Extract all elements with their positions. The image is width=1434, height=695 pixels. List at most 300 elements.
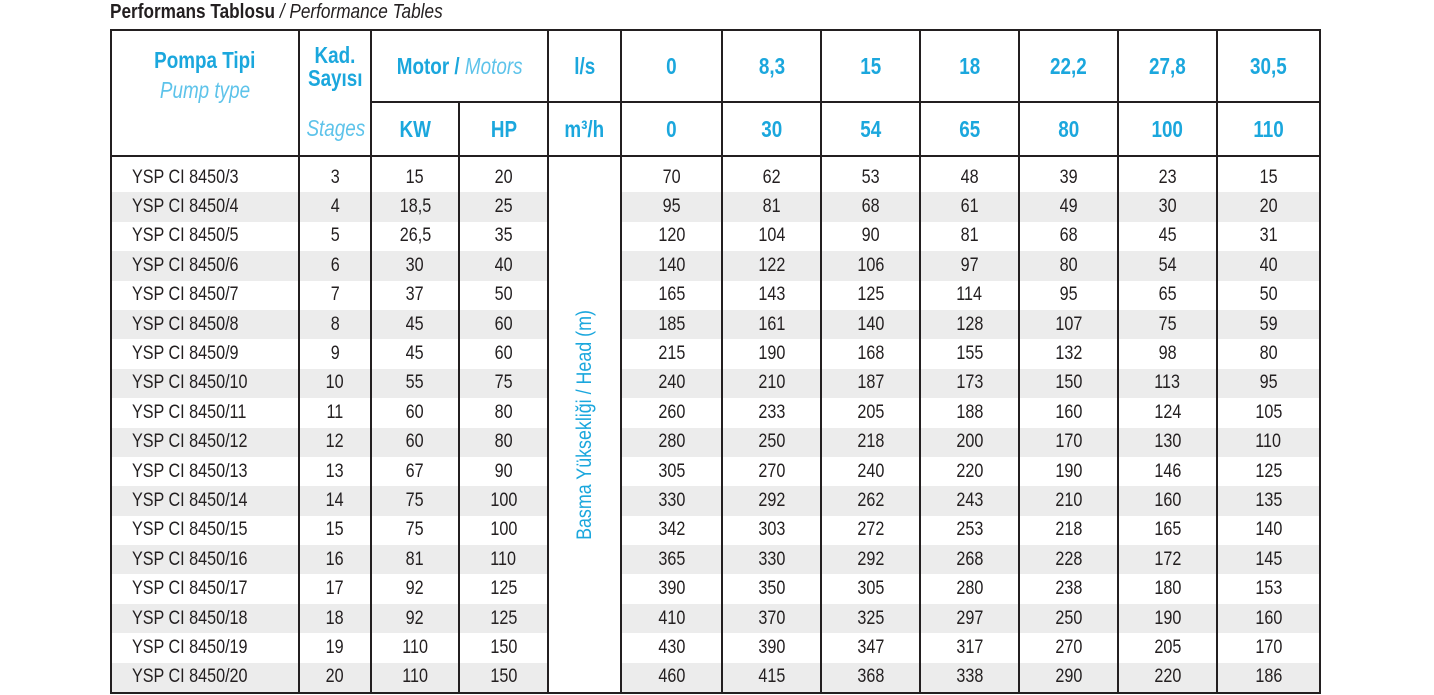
- head-value-cell: [621, 663, 722, 693]
- head-value-cell: [621, 222, 722, 251]
- head-value-cell: [920, 633, 1019, 662]
- flow-ls-value: 27,8: [1149, 52, 1186, 79]
- head-value-cell-value: 53: [861, 166, 880, 188]
- table-row: [111, 281, 1320, 310]
- model-cell: [111, 281, 299, 310]
- head-value-cell: [1217, 339, 1320, 368]
- head-value-cell: [621, 486, 722, 515]
- head-value-cell: [821, 156, 920, 192]
- head-value-cell: [722, 545, 821, 574]
- kw-cell-value: 45: [406, 343, 424, 365]
- stages-cell: [299, 516, 371, 545]
- head-value-cell-value: 161: [758, 313, 785, 335]
- model-cell: [111, 574, 299, 603]
- head-value-cell: [1118, 486, 1217, 515]
- head-value-cell: [621, 192, 722, 221]
- model-cell: [111, 192, 299, 221]
- hp-cell: [459, 457, 548, 486]
- hp-cell-value: 100: [490, 489, 517, 511]
- head-label-cell: [548, 156, 621, 693]
- model-cell: [111, 251, 299, 280]
- head-value-cell: [1118, 369, 1217, 398]
- table-row: [111, 486, 1320, 515]
- table-row: [111, 156, 1320, 192]
- head-value-cell-value: 280: [956, 578, 983, 600]
- stages-cell-value: 18: [326, 607, 344, 629]
- head-value-cell-value: 250: [1055, 607, 1082, 629]
- kw-cell: [371, 192, 459, 221]
- head-value-cell: [920, 457, 1019, 486]
- head-value-cell: [1019, 457, 1118, 486]
- flow-m3h-value: 54: [860, 115, 881, 142]
- head-value-cell-value: 75: [1158, 313, 1177, 335]
- hp-cell-value: 90: [494, 460, 513, 482]
- head-value-cell-value: 160: [1255, 607, 1282, 629]
- head-value-cell: [1118, 310, 1217, 339]
- hp-cell: [459, 222, 548, 251]
- hp-header: [459, 102, 548, 156]
- head-value-cell-value: 95: [662, 196, 681, 218]
- head-value-cell: [1217, 369, 1320, 398]
- hp-cell: [459, 192, 548, 221]
- flow-ls-0: [621, 30, 722, 102]
- head-value-cell: [920, 545, 1019, 574]
- head-value-cell: [1217, 156, 1320, 192]
- head-value-cell: [821, 457, 920, 486]
- head-value-cell-value: 210: [758, 372, 785, 394]
- head-value-cell-value: 68: [861, 196, 880, 218]
- head-value-cell-value: 104: [758, 225, 785, 247]
- head-value-cell-value: 350: [758, 578, 785, 600]
- hp-cell: [459, 663, 548, 693]
- head-value-cell: [722, 486, 821, 515]
- head-value-cell-value: 330: [658, 489, 685, 511]
- stages-cell-value: 19: [326, 636, 344, 658]
- head-value-cell-value: 170: [1255, 636, 1282, 658]
- flow-m3h-3: [920, 102, 1019, 156]
- kw-cell-value: 37: [406, 284, 424, 306]
- kw-cell: [371, 516, 459, 545]
- stages-cell-value: 16: [326, 548, 344, 570]
- hp-cell: [459, 604, 548, 633]
- head-value-cell: [920, 486, 1019, 515]
- head-value-cell: [1118, 398, 1217, 427]
- flow-ls-3: [920, 30, 1019, 102]
- stages-cell: [299, 428, 371, 457]
- model-cell-value: YSP CI 8450/19: [132, 636, 248, 658]
- table-row: [111, 516, 1320, 545]
- head-value-cell: [821, 545, 920, 574]
- stages-cell-value: 14: [326, 489, 344, 511]
- head-value-cell-value: 107: [1055, 313, 1082, 335]
- head-value-cell: [821, 663, 920, 693]
- head-value-cell: [821, 574, 920, 603]
- flow-m3h-1: [722, 102, 821, 156]
- flow-ls-6: [1217, 30, 1320, 102]
- hp-cell-value: 20: [494, 166, 513, 188]
- head-value-cell-value: 59: [1259, 313, 1278, 335]
- model-cell: [111, 663, 299, 693]
- head-value-cell-value: 62: [762, 166, 781, 188]
- head-value-cell: [821, 281, 920, 310]
- title-separator: /: [275, 1, 290, 23]
- head-value-cell: [920, 339, 1019, 368]
- head-value-cell-value: 90: [861, 225, 880, 247]
- head-value-cell-value: 205: [857, 401, 884, 423]
- head-value-cell: [1217, 663, 1320, 693]
- head-value-cell: [722, 339, 821, 368]
- head-value-cell: [920, 310, 1019, 339]
- hp-cell: [459, 545, 548, 574]
- kw-cell-value: 110: [402, 666, 428, 688]
- head-value-cell: [1217, 281, 1320, 310]
- head-value-cell-value: 150: [1055, 372, 1082, 394]
- kw-cell-value: 30: [406, 254, 424, 276]
- model-cell: [111, 156, 299, 192]
- head-value-cell-value: 105: [1255, 401, 1282, 423]
- flow-m3h-value: 110: [1253, 115, 1284, 142]
- head-value-cell: [1019, 574, 1118, 603]
- head-value-cell: [1118, 251, 1217, 280]
- model-cell-value: YSP CI 8450/8: [132, 313, 239, 335]
- model-cell-value: YSP CI 8450/3: [132, 166, 239, 188]
- flow-m3h-4: [1019, 102, 1118, 156]
- hp-text: HP: [490, 115, 517, 142]
- hp-cell-value: 150: [490, 636, 517, 658]
- stages-en-text: Stages: [306, 115, 366, 141]
- stages-cell: [299, 604, 371, 633]
- table-row: [111, 369, 1320, 398]
- head-value-cell-value: 49: [1059, 196, 1078, 218]
- head-value-cell-value: 220: [1154, 666, 1181, 688]
- kw-cell: [371, 457, 459, 486]
- table-row: [111, 663, 1320, 693]
- head-value-cell-value: 185: [658, 313, 685, 335]
- model-cell: [111, 516, 299, 545]
- head-value-cell-value: 48: [960, 166, 979, 188]
- head-value-cell: [1217, 545, 1320, 574]
- head-value-cell: [722, 251, 821, 280]
- flow-m3h-value: 80: [1058, 115, 1079, 142]
- head-value-cell: [920, 663, 1019, 693]
- head-value-cell: [722, 156, 821, 192]
- flow-ls-unit: [548, 30, 621, 102]
- table-row: [111, 633, 1320, 662]
- stages-tr-line1: Kad.: [314, 42, 356, 68]
- head-value-cell-value: 81: [960, 225, 979, 247]
- table-header: [111, 30, 1320, 156]
- model-cell: [111, 457, 299, 486]
- head-value-cell-value: 140: [1255, 519, 1282, 541]
- model-cell-value: YSP CI 8450/17: [132, 578, 248, 600]
- head-value-cell-value: 172: [1154, 548, 1181, 570]
- head-value-cell: [722, 663, 821, 693]
- model-cell: [111, 369, 299, 398]
- head-value-cell: [722, 457, 821, 486]
- head-value-cell-value: 262: [857, 489, 884, 511]
- hp-cell-value: 60: [494, 343, 513, 365]
- stages-cell-value: 20: [326, 666, 344, 688]
- stages-cell-value: 4: [330, 196, 340, 218]
- head-value-cell-value: 272: [857, 519, 884, 541]
- hp-cell-value: 100: [490, 519, 517, 541]
- head-value-cell: [920, 156, 1019, 192]
- head-value-cell-value: 145: [1255, 548, 1282, 570]
- model-cell-value: YSP CI 8450/12: [132, 431, 248, 453]
- head-value-cell-value: 153: [1255, 578, 1282, 600]
- flow-ls-value: 30,5: [1250, 52, 1287, 79]
- model-cell-value: YSP CI 8450/14: [132, 489, 248, 511]
- head-value-cell: [821, 192, 920, 221]
- head-value-cell-value: 268: [956, 548, 983, 570]
- head-value-cell-value: 218: [1055, 519, 1082, 541]
- head-value-cell-value: 40: [1259, 254, 1278, 276]
- kw-cell: [371, 251, 459, 280]
- head-value-cell: [621, 545, 722, 574]
- stages-cell: [299, 663, 371, 693]
- head-value-cell-value: 297: [956, 607, 983, 629]
- head-value-cell-value: 200: [956, 431, 983, 453]
- model-cell-value: YSP CI 8450/7: [132, 284, 239, 306]
- head-value-cell-value: 45: [1158, 225, 1177, 247]
- hp-cell-value: 75: [494, 372, 513, 394]
- flow-ls-value: 18: [959, 52, 980, 79]
- head-value-cell-value: 20: [1259, 196, 1278, 218]
- head-value-cell: [1019, 604, 1118, 633]
- stages-cell-value: 8: [330, 313, 340, 335]
- head-value-cell-value: 120: [658, 225, 685, 247]
- head-value-cell: [920, 192, 1019, 221]
- hp-cell-value: 50: [494, 284, 513, 306]
- table-body: [111, 156, 1320, 693]
- kw-cell-value: 55: [406, 372, 424, 394]
- head-value-cell: [621, 398, 722, 427]
- head-value-cell: [722, 516, 821, 545]
- head-value-cell: [722, 310, 821, 339]
- head-value-cell: [1019, 663, 1118, 693]
- table-row: [111, 339, 1320, 368]
- head-value-cell: [1019, 428, 1118, 457]
- head-value-cell-value: 23: [1158, 166, 1177, 188]
- head-value-cell: [1217, 457, 1320, 486]
- head-value-cell-value: 165: [658, 284, 685, 306]
- kw-cell-value: 45: [406, 313, 424, 335]
- head-value-cell-value: 253: [956, 519, 983, 541]
- head-value-cell-value: 125: [1255, 460, 1282, 482]
- flow-m3h-5: [1118, 102, 1217, 156]
- model-cell: [111, 633, 299, 662]
- head-value-cell: [722, 398, 821, 427]
- head-value-cell: [621, 281, 722, 310]
- head-value-cell: [920, 369, 1019, 398]
- head-value-cell-value: 186: [1255, 666, 1282, 688]
- head-value-cell-value: 132: [1055, 343, 1082, 365]
- flow-m3h-6: [1217, 102, 1320, 156]
- stages-cell: [299, 398, 371, 427]
- hp-cell-value: 110: [490, 548, 517, 570]
- head-value-cell: [1118, 663, 1217, 693]
- head-value-cell: [621, 574, 722, 603]
- hp-cell: [459, 574, 548, 603]
- stages-cell-value: 11: [326, 401, 344, 423]
- head-value-cell-value: 188: [956, 401, 983, 423]
- model-cell-value: YSP CI 8450/10: [132, 372, 248, 394]
- head-value-cell-value: 368: [857, 666, 884, 688]
- hp-cell-value: 125: [490, 607, 517, 629]
- head-value-cell: [821, 486, 920, 515]
- head-value-cell-value: 15: [1259, 166, 1278, 188]
- kw-cell: [371, 369, 459, 398]
- hp-cell: [459, 486, 548, 515]
- kw-cell-value: 60: [406, 401, 424, 423]
- pump-type-header: [111, 30, 299, 156]
- head-value-cell: [722, 222, 821, 251]
- head-value-cell-value: 218: [857, 431, 884, 453]
- stages-cell: [299, 339, 371, 368]
- head-value-cell: [821, 604, 920, 633]
- head-value-cell-value: 140: [658, 254, 685, 276]
- model-cell: [111, 339, 299, 368]
- head-value-cell: [920, 574, 1019, 603]
- head-value-cell-value: 280: [658, 431, 685, 453]
- head-value-cell-value: 106: [857, 254, 884, 276]
- head-value-cell: [821, 222, 920, 251]
- model-cell-value: YSP CI 8450/13: [132, 460, 248, 482]
- hp-cell: [459, 281, 548, 310]
- stages-cell: [299, 545, 371, 574]
- head-value-cell-value: 190: [1055, 460, 1082, 482]
- head-value-cell: [1118, 633, 1217, 662]
- stages-cell: [299, 222, 371, 251]
- hp-cell: [459, 156, 548, 192]
- head-value-cell-value: 270: [758, 460, 785, 482]
- head-value-cell: [1118, 545, 1217, 574]
- stages-cell: [299, 574, 371, 603]
- head-value-cell-value: 122: [758, 254, 785, 276]
- stages-header-tr: [299, 30, 371, 102]
- stages-cell-value: 7: [330, 284, 340, 306]
- table-row: [111, 192, 1320, 221]
- head-value-cell-value: 317: [956, 636, 983, 658]
- head-value-cell: [621, 369, 722, 398]
- head-value-cell: [1019, 339, 1118, 368]
- kw-cell: [371, 604, 459, 633]
- head-value-cell-value: 68: [1059, 225, 1078, 247]
- head-value-cell: [821, 398, 920, 427]
- head-label: Basma Yüksekliği / Head (m): [572, 309, 596, 540]
- head-value-cell: [722, 604, 821, 633]
- flow-m3h-value: 0: [666, 115, 677, 142]
- head-value-cell-value: 365: [658, 548, 685, 570]
- head-value-cell: [1118, 339, 1217, 368]
- head-value-cell-value: 98: [1158, 343, 1177, 365]
- hp-cell: [459, 398, 548, 427]
- head-value-cell-value: 65: [1158, 284, 1177, 306]
- head-value-cell-value: 110: [1255, 431, 1282, 453]
- head-value-cell-value: 390: [658, 578, 685, 600]
- model-cell-value: YSP CI 8450/4: [132, 196, 239, 218]
- table-row: [111, 222, 1320, 251]
- head-value-cell: [722, 428, 821, 457]
- head-value-cell: [1217, 310, 1320, 339]
- flow-ls-value: 8,3: [758, 52, 785, 79]
- performance-table: [110, 29, 1321, 694]
- head-value-cell: [920, 251, 1019, 280]
- head-value-cell-value: 31: [1259, 225, 1278, 247]
- head-value-cell-value: 30: [1158, 196, 1177, 218]
- pump-type-tr: Pompa Tipi: [154, 47, 256, 73]
- flow-m3h-0: [621, 102, 722, 156]
- head-value-cell: [621, 428, 722, 457]
- kw-cell: [371, 663, 459, 693]
- head-value-cell-value: 143: [758, 284, 785, 306]
- head-value-cell: [821, 516, 920, 545]
- head-value-cell: [1217, 251, 1320, 280]
- hp-cell-value: 60: [494, 313, 513, 335]
- stages-cell-value: 10: [326, 372, 344, 394]
- pump-type-en: Pump type: [159, 77, 251, 103]
- head-value-cell: [722, 369, 821, 398]
- head-value-cell: [1019, 633, 1118, 662]
- motor-sep: /: [449, 52, 465, 79]
- model-cell: [111, 604, 299, 633]
- head-value-cell-value: 292: [857, 548, 884, 570]
- head-value-cell: [1118, 192, 1217, 221]
- hp-cell-value: 35: [494, 225, 513, 247]
- stages-header-en: [299, 102, 371, 156]
- stages-cell: [299, 156, 371, 192]
- head-value-cell: [1019, 192, 1118, 221]
- head-value-cell-value: 390: [758, 636, 785, 658]
- model-cell-value: YSP CI 8450/9: [132, 343, 239, 365]
- kw-cell: [371, 428, 459, 457]
- head-value-cell-value: 61: [960, 196, 979, 218]
- stages-cell: [299, 633, 371, 662]
- kw-cell-value: 18,5: [399, 196, 431, 218]
- head-value-cell: [1217, 574, 1320, 603]
- model-cell-value: YSP CI 8450/16: [132, 548, 248, 570]
- head-value-cell-value: 233: [758, 401, 785, 423]
- stages-cell: [299, 369, 371, 398]
- head-value-cell: [920, 428, 1019, 457]
- head-value-cell-value: 128: [956, 313, 983, 335]
- head-value-cell: [621, 339, 722, 368]
- model-cell-value: YSP CI 8450/5: [132, 225, 239, 247]
- head-value-cell-value: 250: [758, 431, 785, 453]
- head-value-cell-value: 215: [658, 343, 685, 365]
- head-value-cell-value: 270: [1055, 636, 1082, 658]
- head-value-cell-value: 370: [758, 607, 785, 629]
- head-value-cell: [1019, 281, 1118, 310]
- head-value-cell: [920, 398, 1019, 427]
- head-value-cell-value: 160: [1055, 401, 1082, 423]
- head-value-cell-value: 135: [1255, 489, 1282, 511]
- head-value-cell: [1118, 156, 1217, 192]
- head-value-cell-value: 168: [857, 343, 884, 365]
- kw-cell-value: 26,5: [399, 225, 431, 247]
- kw-cell: [371, 545, 459, 574]
- head-value-cell-value: 415: [758, 666, 785, 688]
- stages-cell-value: 6: [330, 254, 340, 276]
- flow-m3h-value: 30: [761, 115, 782, 142]
- head-value-cell: [1217, 222, 1320, 251]
- head-value-cell-value: 330: [758, 548, 785, 570]
- head-value-cell: [621, 251, 722, 280]
- head-value-cell: [1019, 251, 1118, 280]
- flow-ls-value: 22,2: [1050, 52, 1087, 79]
- kw-cell: [371, 398, 459, 427]
- model-cell: [111, 486, 299, 515]
